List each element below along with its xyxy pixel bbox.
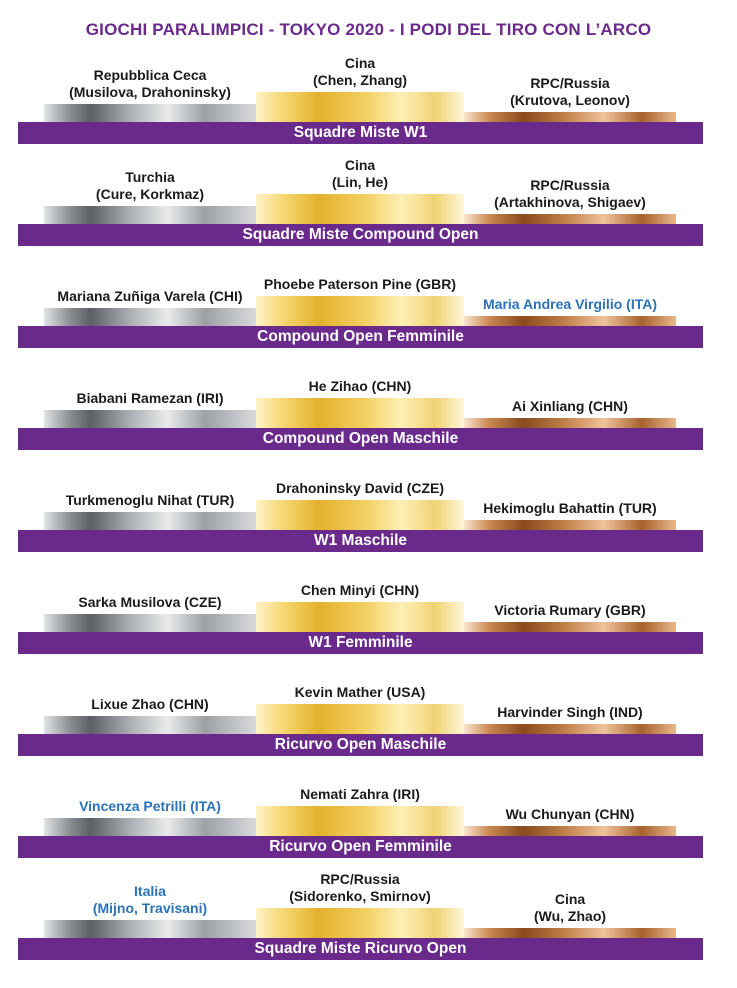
gold-step: [256, 602, 464, 632]
bronze-step: [464, 622, 676, 632]
category-label: W1 Maschile: [18, 530, 703, 552]
bronze-medalist: [458, 500, 682, 517]
bronze-medalist-line1: RPC/Russia: [530, 75, 610, 91]
silver-medalist-line1: Repubblica Ceca: [93, 67, 207, 83]
bronze-medalist-line2: (Wu, Zhao): [533, 908, 607, 924]
gold-medalist: [250, 157, 470, 191]
gold-medalist: [250, 871, 470, 905]
gold-medalist-line1: Cina: [344, 55, 376, 71]
silver-step: [44, 614, 256, 632]
bronze-medalist-line2: (Artakhinova, Shigaev): [494, 194, 646, 210]
podium-block: [18, 356, 703, 456]
bronze-medalist-line1: Maria Andrea Virgilio (ITA): [483, 296, 657, 312]
category-label: Compound Open Femminile: [18, 326, 703, 348]
category-label: Squadre Miste Ricurvo Open: [18, 938, 703, 960]
podium-block: [18, 458, 703, 558]
bronze-medalist-line1: Victoria Rumary (GBR): [494, 602, 646, 618]
gold-medalist: [250, 480, 470, 497]
bronze-medalist-line2: (Krutova, Leonov): [510, 92, 630, 108]
silver-medalist-line1: Italia: [134, 883, 166, 899]
bronze-medalist: [458, 177, 682, 211]
gold-step: [256, 194, 464, 224]
bronze-medalist-line1: Ai Xinliang (CHN): [512, 398, 628, 414]
podium-block: [18, 152, 703, 252]
category-label: Compound Open Maschile: [18, 428, 703, 450]
silver-step: [44, 206, 256, 224]
podium-block: [18, 560, 703, 660]
gold-medalist-line2: (Chen, Zhang): [312, 72, 408, 88]
silver-medalist: [38, 883, 262, 917]
gold-step: [256, 296, 464, 326]
silver-medalist-line1: Turchia: [125, 169, 175, 185]
gold-medalist-line1: He Zihao (CHN): [308, 378, 412, 394]
bronze-step: [464, 214, 676, 224]
gold-medalist: [250, 684, 470, 701]
gold-medalist-line1: RPC/Russia: [320, 871, 400, 887]
bronze-step: [464, 316, 676, 326]
bronze-medalist: [458, 704, 682, 721]
bronze-medalist: [458, 602, 682, 619]
bronze-step: [464, 928, 676, 938]
bronze-medalist: [458, 398, 682, 415]
silver-medalist-line1: Vincenza Petrilli (ITA): [79, 798, 221, 814]
gold-medalist-line2: (Lin, He): [332, 174, 388, 190]
silver-step: [44, 308, 256, 326]
podium-block: [18, 662, 703, 762]
silver-medalist: [38, 67, 262, 101]
silver-medalist-line1: Turkmenoglu Nihat (TUR): [65, 492, 235, 508]
bronze-medalist: [458, 75, 682, 109]
gold-step: [256, 908, 464, 938]
gold-medalist: [250, 378, 470, 395]
silver-step: [44, 410, 256, 428]
bronze-step: [464, 112, 676, 122]
podium-block: [18, 866, 703, 966]
category-label: Squadre Miste Compound Open: [18, 224, 703, 246]
gold-step: [256, 500, 464, 530]
silver-medalist: [38, 798, 262, 815]
silver-step: [44, 818, 256, 836]
gold-step: [256, 704, 464, 734]
silver-medalist: [38, 169, 262, 203]
silver-step: [44, 104, 256, 122]
silver-medalist: [38, 390, 262, 407]
gold-step: [256, 92, 464, 122]
silver-medalist-line2: (Musilova, Drahoninsky): [69, 84, 231, 100]
category-label: Ricurvo Open Maschile: [18, 734, 703, 756]
silver-medalist: [38, 594, 262, 611]
silver-step: [44, 512, 256, 530]
bronze-step: [464, 826, 676, 836]
silver-step: [44, 920, 256, 938]
silver-step: [44, 716, 256, 734]
bronze-medalist: [458, 806, 682, 823]
category-label: W1 Femminile: [18, 632, 703, 654]
gold-step: [256, 806, 464, 836]
silver-medalist: [38, 288, 262, 305]
gold-medalist-line1: Kevin Mather (USA): [294, 684, 426, 700]
bronze-medalist-line1: Hekimoglu Bahattin (TUR): [483, 500, 657, 516]
bronze-medalist-line1: RPC/Russia: [530, 177, 610, 193]
silver-medalist-line1: Mariana Zuñiga Varela (CHI): [57, 288, 243, 304]
bronze-medalist: [458, 296, 682, 313]
gold-medalist: [250, 786, 470, 803]
bronze-medalist: [458, 891, 682, 925]
podium-block: [18, 254, 703, 354]
bronze-step: [464, 724, 676, 734]
bronze-medalist-line1: Harvinder Singh (IND): [497, 704, 643, 720]
podium-block: [18, 764, 703, 864]
bronze-medalist-line1: Cina: [554, 891, 586, 907]
bronze-step: [464, 418, 676, 428]
gold-medalist: [250, 276, 470, 293]
silver-medalist: [38, 696, 262, 713]
category-label: Squadre Miste W1: [18, 122, 703, 144]
silver-medalist: [38, 492, 262, 509]
silver-medalist-line2: (Cure, Korkmaz): [95, 186, 205, 202]
gold-medalist: [250, 55, 470, 89]
gold-medalist-line1: Nemati Zahra (IRI): [300, 786, 420, 802]
silver-medalist-line2: (Mijno, Travisani): [92, 900, 208, 916]
gold-medalist-line1: Drahoninsky David (CZE): [275, 480, 445, 496]
bronze-medalist-line1: Wu Chunyan (CHN): [505, 806, 635, 822]
bronze-step: [464, 520, 676, 530]
category-label: Ricurvo Open Femminile: [18, 836, 703, 858]
podium-block: [18, 50, 703, 150]
gold-medalist-line1: Phoebe Paterson Pine (GBR): [263, 276, 457, 292]
gold-medalist: [250, 582, 470, 599]
silver-medalist-line1: Biabani Ramezan (IRI): [76, 390, 224, 406]
page-title: GIOCHI PARALIMPICI - TOKYO 2020 - I PODI DEL TIRO CON L’ARCO: [85, 20, 652, 39]
gold-medalist-line1: Chen Minyi (CHN): [300, 582, 420, 598]
gold-medalist-line2: (Sidorenko, Smirnov): [289, 888, 431, 904]
silver-medalist-line1: Sarka Musilova (CZE): [78, 594, 222, 610]
silver-medalist-line1: Lixue Zhao (CHN): [91, 696, 209, 712]
gold-medalist-line1: Cina: [344, 157, 376, 173]
gold-step: [256, 398, 464, 428]
